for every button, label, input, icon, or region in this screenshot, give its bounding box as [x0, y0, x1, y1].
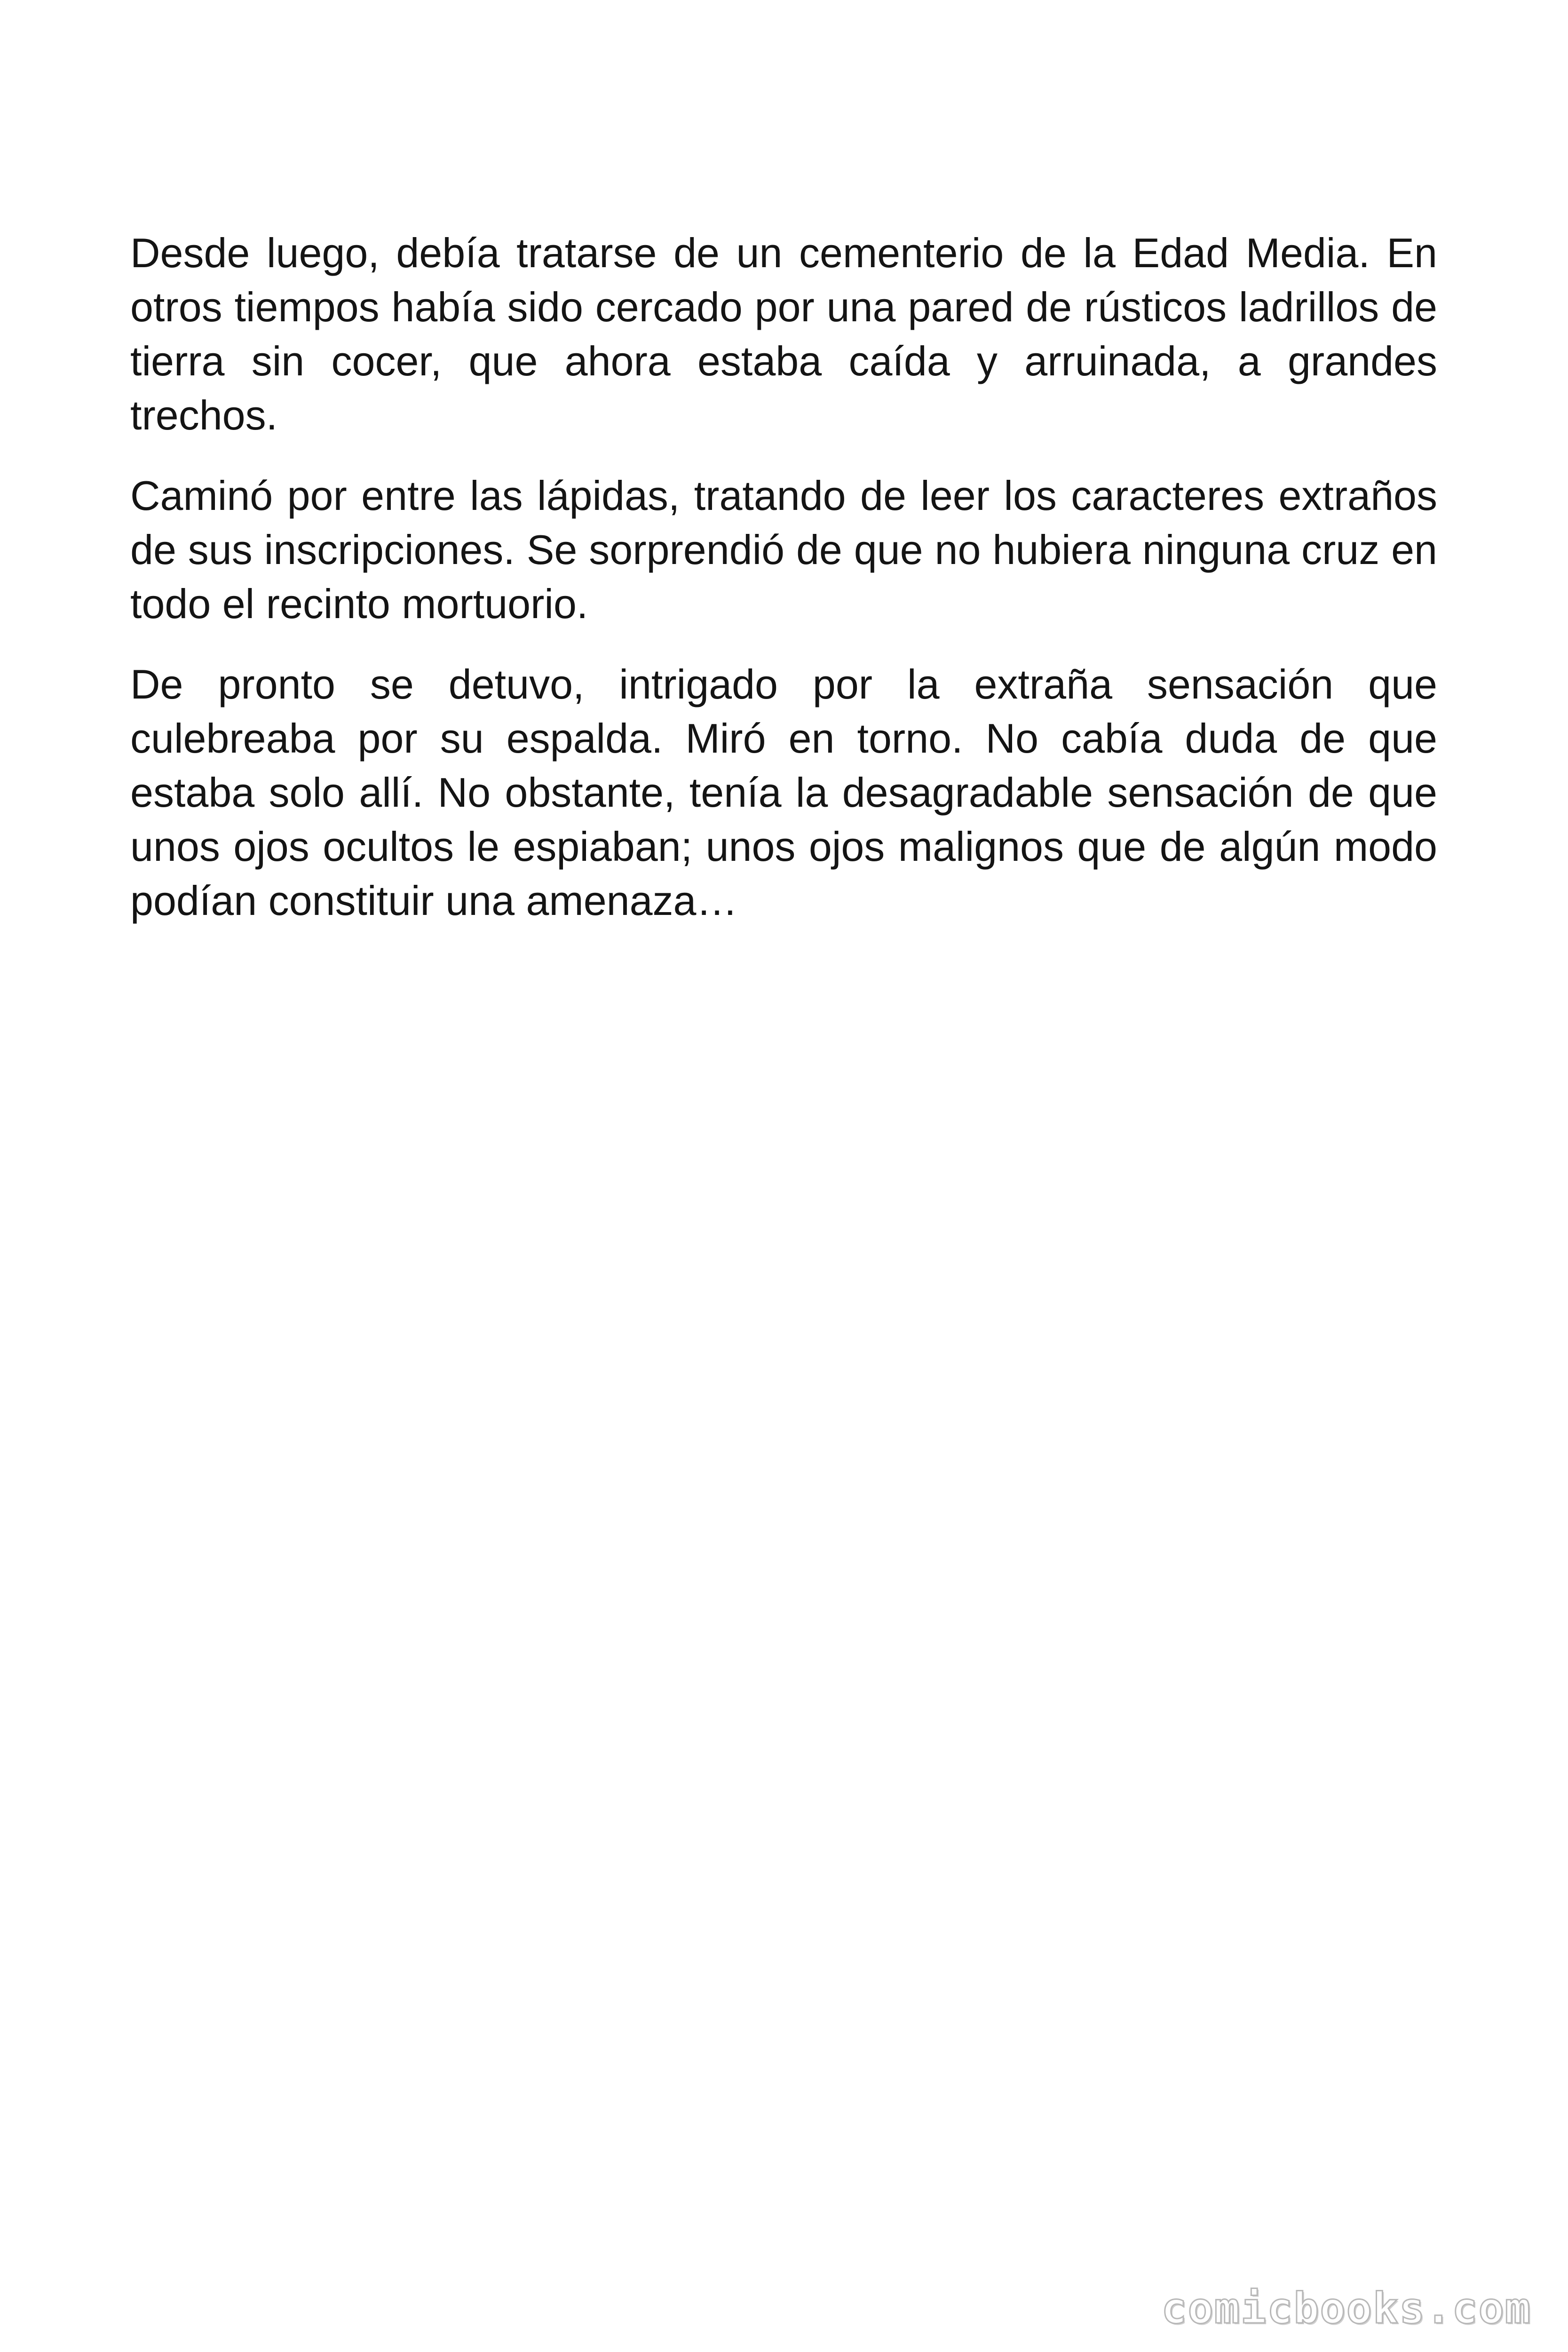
paragraph-cemetery: Desde luego, debía tratarse de un cementerio de la Edad Media. En otros tiempos había sido cercado por una pared de rústicos ladrillos de tierra sin cocer, que ahora estaba caída y arruinada, a grandes trechos. [130, 230, 1437, 438]
page-body [130, 226, 1437, 954]
paragraph-watched: De pronto se detuvo, intrigado por la extraña sensación que culebreaba por su espalda. Miró en torno. No cabía duda de que estaba solo allí. No obstante, tenía la desagradable sensación de que unos ojos ocultos le espiaban; unos ojos malignos que de algún modo podían constituir una amenaza… [130, 661, 1437, 924]
watermark-logo: comicbooks.com [1161, 2284, 1531, 2333]
paragraph-tombstones: Caminó por entre las lápidas, tratando de leer los caracteres extraños de sus inscripciones. Se sorprendió de que no hubiera ninguna cruz en todo el recinto mortuorio. [130, 472, 1437, 627]
